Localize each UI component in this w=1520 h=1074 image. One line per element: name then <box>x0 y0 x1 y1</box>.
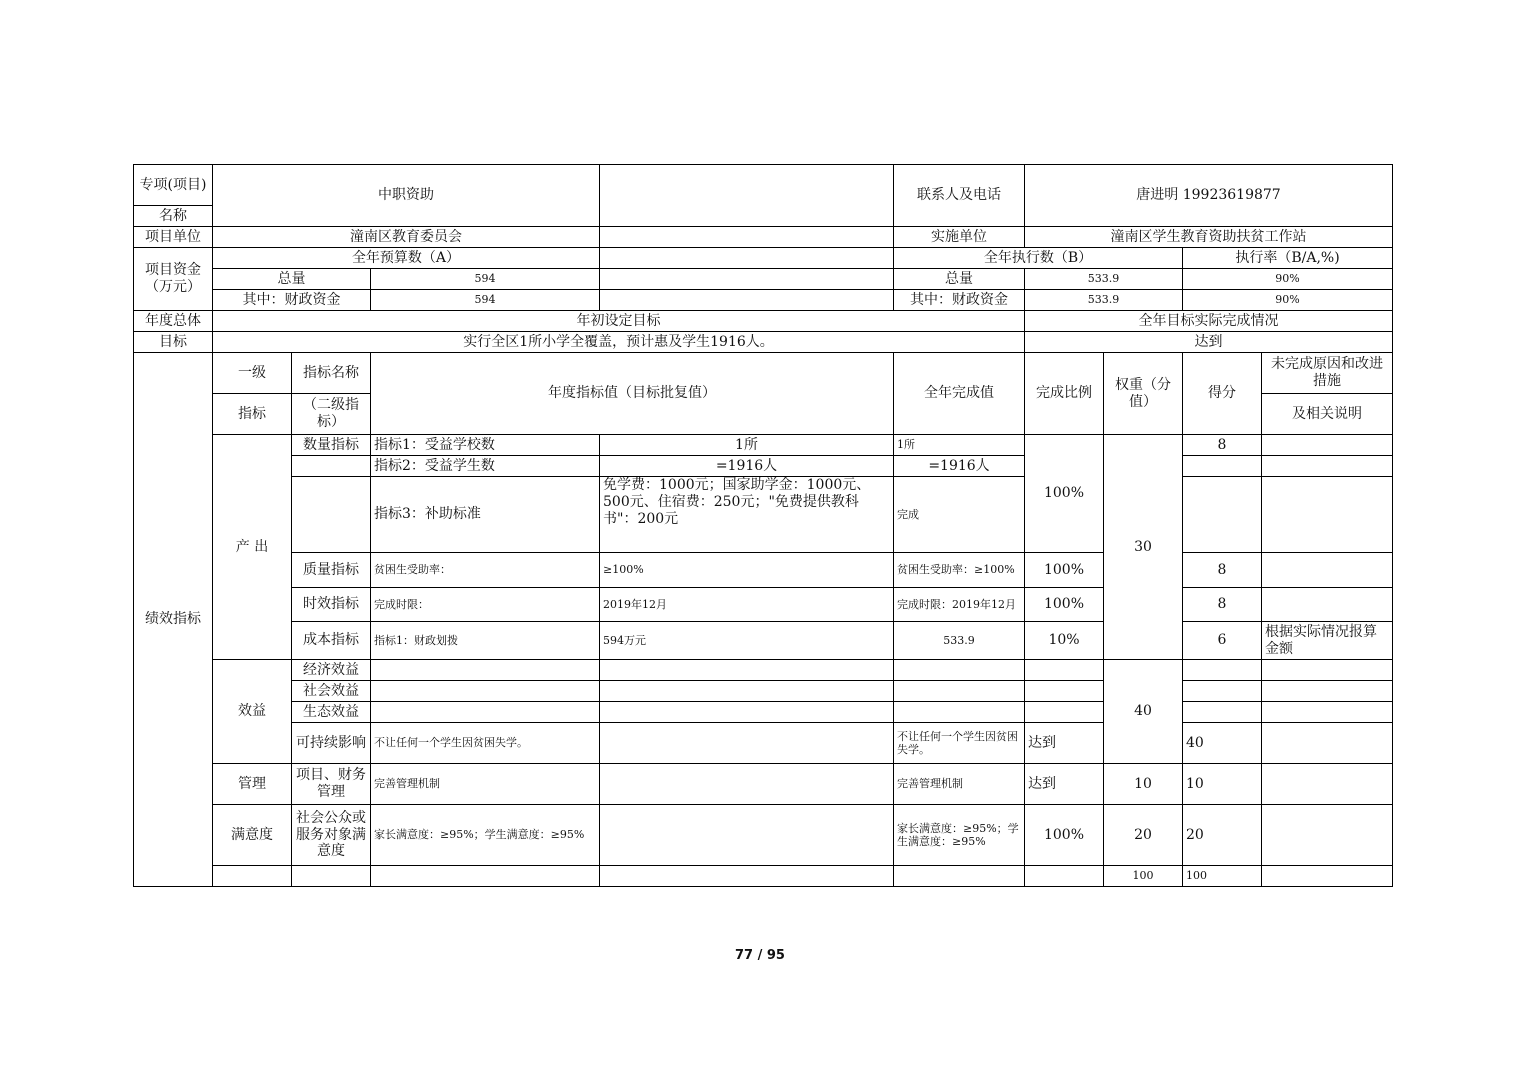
total-score: 100 <box>1183 866 1262 887</box>
satisfaction-score: 20 <box>1183 805 1262 866</box>
time-label: 时效指标 <box>292 588 371 622</box>
section-label: 绩效指标 <box>134 353 213 887</box>
sustainable-label: 可持续影响 <box>292 723 371 764</box>
empty-cell <box>1262 866 1393 887</box>
fiscal-label: 其中：财政资金 <box>213 290 371 311</box>
fiscal-exec: 533.9 <box>1025 290 1183 311</box>
empty-cell <box>1183 660 1262 681</box>
year-complete-header: 全年完成值 <box>894 353 1025 435</box>
empty-cell <box>894 660 1025 681</box>
ind1-name: 指标1：受益学校数 <box>371 435 600 456</box>
satisfaction-weight: 20 <box>1104 805 1183 866</box>
goal-initial-text: 实行全区1所小学全覆盖，预计惠及学生1916人。 <box>213 332 1025 353</box>
empty-cell <box>1025 681 1104 702</box>
cost-name: 指标1：财政划拨 <box>371 622 600 660</box>
empty-cell <box>1262 723 1393 764</box>
time-score: 8 <box>1183 588 1262 622</box>
management-ratio: 达到 <box>1025 764 1104 805</box>
budget-label: 全年预算数（A） <box>213 248 600 269</box>
satisfaction-label: 满意度 <box>213 805 292 866</box>
exec-label: 全年执行数（B） <box>894 248 1183 269</box>
ind2-name: 指标2：受益学生数 <box>371 456 600 477</box>
cost-score: 6 <box>1183 622 1262 660</box>
ind1-target: 1所 <box>600 435 894 456</box>
empty-cell <box>1183 681 1262 702</box>
output-weight: 30 <box>1104 435 1183 660</box>
management-sub-label: 项目、财务管理 <box>292 764 371 805</box>
ind3-target: 免学费：1000元；国家助学金：1000元、500元、住宿费：250元；"免费提供教科书"：200元 <box>600 477 894 553</box>
management-label: 管理 <box>213 764 292 805</box>
reason-header-2: 及相关说明 <box>1262 394 1393 435</box>
funds-label: 项目资金（万元） <box>134 248 213 311</box>
sustain-name: 不让任何一个学生因贫困失学。 <box>371 723 600 764</box>
cost-actual: 533.9 <box>894 622 1025 660</box>
contact-label: 联系人及电话 <box>894 165 1025 227</box>
empty-cell <box>1262 456 1393 477</box>
ind3-actual: 完成 <box>894 477 1025 553</box>
empty-cell <box>292 866 371 887</box>
level1-header-2: 指标 <box>213 394 292 435</box>
quality-name: 贫困生受助率： <box>371 553 600 588</box>
ind2-actual: =1916人 <box>894 456 1025 477</box>
empty-cell <box>371 681 600 702</box>
impl-unit-value: 潼南区学生教育资助扶贫工作站 <box>1025 227 1393 248</box>
empty-cell <box>371 660 600 681</box>
ind2-target: =1916人 <box>600 456 894 477</box>
time-target: 2019年12月 <box>600 588 894 622</box>
empty-cell <box>600 248 894 269</box>
empty-cell <box>292 456 371 477</box>
management-name: 完善管理机制 <box>371 764 600 805</box>
output-ratio: 100% <box>1025 435 1104 553</box>
output-label: 产 出 <box>213 435 292 660</box>
empty-cell <box>600 165 894 227</box>
rate-label: 执行率（B/A,%) <box>1183 248 1393 269</box>
empty-cell <box>1025 702 1104 723</box>
project-name: 中职资助 <box>213 165 600 227</box>
goal-initial-header: 年初设定目标 <box>213 311 1025 332</box>
total-rate: 90% <box>1183 269 1393 290</box>
satisfaction-name: 家长满意度：≥95%；学生满意度：≥95% <box>371 805 600 866</box>
quality-label: 质量指标 <box>292 553 371 588</box>
empty-cell <box>600 866 894 887</box>
name-header-2: （二级指标） <box>292 394 371 435</box>
cost-reason: 根据实际情况报算金额 <box>1262 622 1393 660</box>
management-score: 10 <box>1183 764 1262 805</box>
benefit-label: 效益 <box>213 660 292 764</box>
total-label-2: 总量 <box>894 269 1025 290</box>
goal-actual-header: 全年目标实际完成情况 <box>1025 311 1393 332</box>
benefit-weight: 40 <box>1104 660 1183 764</box>
level1-header: 一级 <box>213 353 292 394</box>
fiscal-label-2: 其中：财政资金 <box>894 290 1025 311</box>
page-number: 77 / 95 <box>735 948 785 963</box>
ecological-label: 生态效益 <box>292 702 371 723</box>
quality-ratio: 100% <box>1025 553 1104 588</box>
ratio-header: 完成比例 <box>1025 353 1104 435</box>
cost-ratio: 10% <box>1025 622 1104 660</box>
empty-cell <box>213 866 292 887</box>
total-weight: 100 <box>1104 866 1183 887</box>
ind1-actual: 1所 <box>894 435 1025 456</box>
impl-unit-label: 实施单位 <box>894 227 1025 248</box>
fiscal-rate: 90% <box>1183 290 1393 311</box>
empty-cell <box>1262 477 1393 553</box>
empty-cell <box>1262 588 1393 622</box>
total-exec: 533.9 <box>1025 269 1183 290</box>
empty-cell <box>600 764 894 805</box>
empty-cell <box>600 227 894 248</box>
contact-value: 唐进明 19923619877 <box>1025 165 1393 227</box>
quality-score: 8 <box>1183 553 1262 588</box>
unit-label: 项目单位 <box>134 227 213 248</box>
unit-value: 潼南区教育委员会 <box>213 227 600 248</box>
empty-cell <box>371 702 600 723</box>
empty-cell <box>1262 702 1393 723</box>
empty-cell <box>894 681 1025 702</box>
satisfaction-ratio: 100% <box>1025 805 1104 866</box>
empty-cell <box>1262 660 1393 681</box>
empty-cell <box>1262 805 1393 866</box>
management-weight: 10 <box>1104 764 1183 805</box>
goal-label-2: 目标 <box>134 332 213 353</box>
empty-cell <box>1262 553 1393 588</box>
empty-cell <box>1183 456 1262 477</box>
satisfaction-actual: 家长满意度：≥95%；学生满意度：≥95% <box>894 805 1025 866</box>
name-header: 指标名称 <box>292 353 371 394</box>
ind1-score: 8 <box>1183 435 1262 456</box>
weight-header: 权重（分值） <box>1104 353 1183 435</box>
empty-cell <box>371 866 600 887</box>
cost-label: 成本指标 <box>292 622 371 660</box>
management-actual: 完善管理机制 <box>894 764 1025 805</box>
sustain-ratio: 达到 <box>1025 723 1104 764</box>
total-label: 总量 <box>213 269 371 290</box>
sustain-score: 40 <box>1183 723 1262 764</box>
project-name-label: 专项(项目) <box>134 165 213 206</box>
empty-cell <box>600 269 894 290</box>
empty-cell <box>292 477 371 553</box>
empty-cell <box>894 866 1025 887</box>
time-name: 完成时限： <box>371 588 600 622</box>
empty-cell <box>1025 866 1104 887</box>
goal-actual-text: 达到 <box>1025 332 1393 353</box>
annual-value-header: 年度指标值（目标批复值） <box>371 353 894 435</box>
time-actual: 完成时限：2019年12月 <box>894 588 1025 622</box>
empty-cell <box>600 660 894 681</box>
empty-cell <box>894 702 1025 723</box>
empty-cell <box>1262 764 1393 805</box>
empty-cell <box>1183 702 1262 723</box>
total-budget: 594 <box>371 269 600 290</box>
empty-cell <box>1262 681 1393 702</box>
fiscal-budget: 594 <box>371 290 600 311</box>
empty-cell <box>600 702 894 723</box>
reason-header: 未完成原因和改进措施 <box>1262 353 1393 394</box>
score-header: 得分 <box>1183 353 1262 435</box>
empty-cell <box>600 723 894 764</box>
empty-cell <box>600 805 894 866</box>
cost-target: 594万元 <box>600 622 894 660</box>
empty-cell <box>1262 435 1393 456</box>
empty-cell <box>600 681 894 702</box>
empty-cell <box>1025 660 1104 681</box>
empty-cell <box>1183 477 1262 553</box>
satisfaction-sub-label: 社会公众或服务对象满意度 <box>292 805 371 866</box>
empty-cell <box>600 290 894 311</box>
project-name-label-2: 名称 <box>134 206 213 227</box>
economic-label: 经济效益 <box>292 660 371 681</box>
performance-table <box>133 164 1393 887</box>
goal-label: 年度总体 <box>134 311 213 332</box>
social-label: 社会效益 <box>292 681 371 702</box>
ind3-name: 指标3：补助标准 <box>371 477 600 553</box>
time-ratio: 100% <box>1025 588 1104 622</box>
quality-actual: 贫困生受助率：≥100% <box>894 553 1025 588</box>
sustain-actual: 不让任何一个学生因贫困失学。 <box>894 723 1025 764</box>
quantity-label: 数量指标 <box>292 435 371 456</box>
quality-target: ≥100% <box>600 553 894 588</box>
